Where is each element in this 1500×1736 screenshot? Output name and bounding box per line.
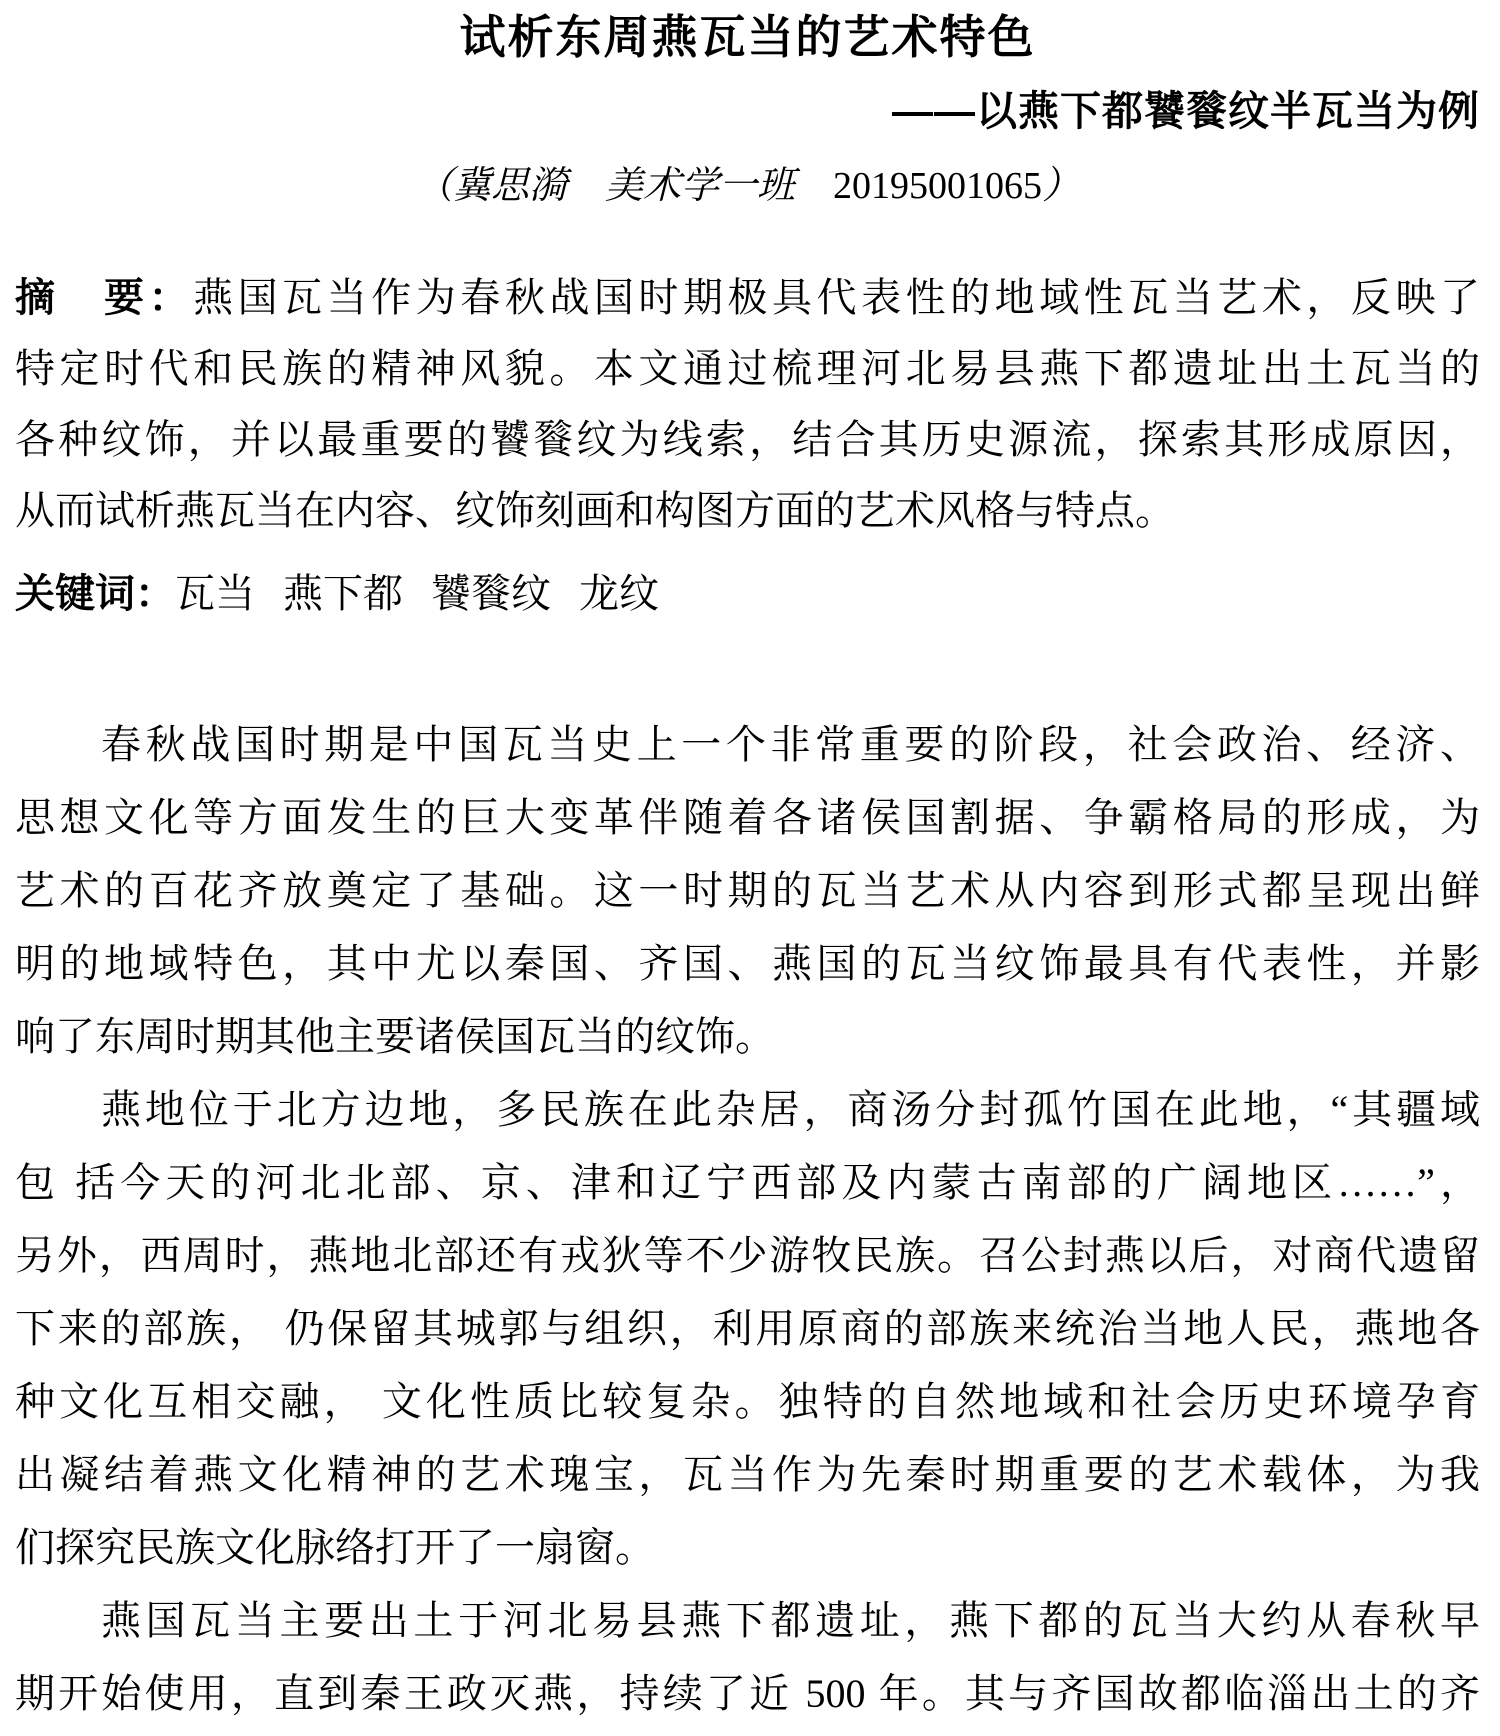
paragraph-1 [15, 708, 1480, 1073]
body-line: 思想文化等方面发生的巨大变革伴随着各诸侯国割据、争霸格局的形成，为 [15, 795, 1480, 840]
body-line: 们探究民族文化脉络打开了一扇窗。 [15, 1525, 655, 1570]
body-line: 响了东周时期其他主要诸侯国瓦当的纹饰。 [15, 1014, 775, 1059]
abstract-text: 燕国瓦当作为春秋战国时期极具代表性的地域性瓦当艺术，反映了 [193, 275, 1480, 320]
body-line: 艺术的百花齐放奠定了基础。这一时期的瓦当艺术从内容到形式都呈现出鲜 [15, 868, 1480, 913]
paper-title: 试析东周燕瓦当的艺术特色 [459, 11, 1036, 63]
body-line: 燕国瓦当主要出土于河北易县燕下都遗址，燕下都的瓦当大约从春秋早 [101, 1598, 1480, 1643]
byline-close-paren: ） [1042, 165, 1081, 207]
abstract-section [15, 262, 1480, 546]
body-line: 期开始使用，直到秦王政灭燕，持续了近 500 年。其与齐国故都临淄出土的齐 [15, 1671, 1480, 1716]
paragraph-3 [15, 1584, 1480, 1730]
keywords-row [15, 558, 1480, 629]
abstract-label: 摘 要： [15, 275, 194, 320]
keyword-item: 饕餮纹 [431, 571, 551, 616]
abstract-line [15, 262, 1480, 333]
body-line: 出凝结着燕文化精神的艺术瑰宝，瓦当作为先秦时期重要的艺术载体，为我 [15, 1452, 1480, 1497]
body-line: 春秋战国时期是中国瓦当史上一个非常重要的阶段，社会政治、经济、 [101, 722, 1480, 767]
body-line: 种文化互相交融， 文化性质比较复杂。独特的自然地域和社会历史环境孕育 [15, 1379, 1480, 1424]
keywords-label: 关键词： [15, 571, 175, 616]
body-line: 明的地域特色，其中尤以秦国、齐国、燕国的瓦当纹饰最具有代表性，并影 [15, 941, 1480, 986]
author-byline [15, 160, 1480, 212]
abstract-line: 特定时代和民族的精神风貌。本文通过梳理河北易县燕下都遗址出土瓦当的 [15, 346, 1480, 391]
keyword-item: 龙纹 [579, 571, 659, 616]
body-line: 下来的部族， 仍保留其城郭与组织，利用原商的部族来统治当地人民，燕地各 [15, 1306, 1480, 1351]
paragraph-2 [15, 1073, 1480, 1584]
body-text [15, 708, 1480, 1730]
body-line: 另外，西周时，燕地北部还有戎狄等不少游牧民族。召公封燕以后，对商代遗留 [15, 1233, 1480, 1278]
keyword-item: 瓦当 [175, 571, 255, 616]
paper-subtitle: ——以燕下都饕餮纹半瓦当为例 [892, 88, 1480, 134]
abstract-line: 从而试析燕瓦当在内容、纹饰刻画和构图方面的艺术风格与特点。 [15, 488, 1175, 533]
body-line: 燕地位于北方边地，多民族在此杂居，商汤分封孤竹国在此地，“其疆域 [101, 1087, 1480, 1132]
keyword-item: 燕下都 [283, 571, 403, 616]
author-name-class: （冀思漪 美术学一班 [414, 165, 833, 207]
abstract-line: 各种纹饰，并以最重要的饕餮纹为线索，结合其历史源流，探索其形成原因， [15, 417, 1480, 462]
student-id: 20195001065 [833, 165, 1042, 207]
body-line: 包 括今天的河北北部、京、津和辽宁西部及内蒙古南部的广阔地区……”， [15, 1160, 1480, 1205]
